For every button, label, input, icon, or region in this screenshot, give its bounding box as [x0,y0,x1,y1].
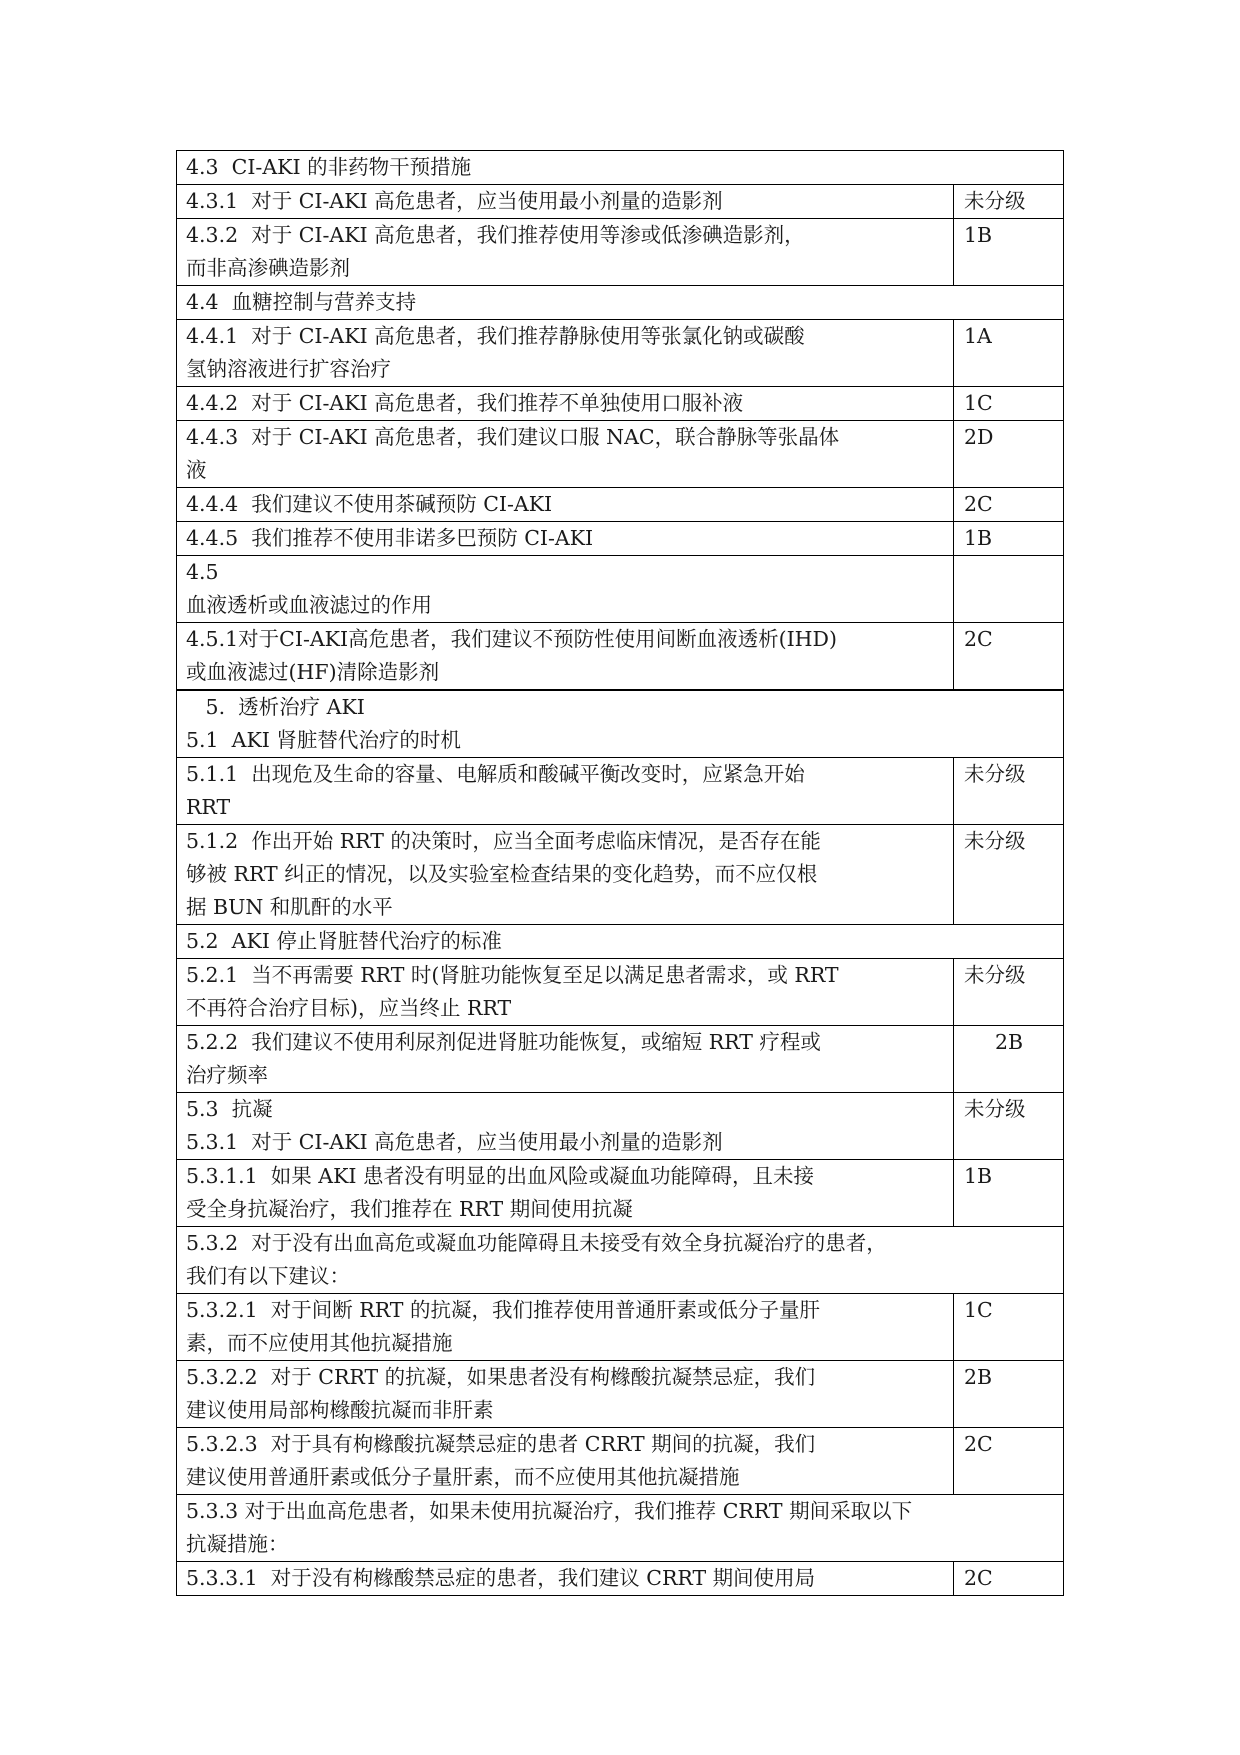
table-row [177,556,1064,623]
recommendation-cell [177,488,954,522]
table-row [177,151,1064,185]
cell-text-line: 5.3.2.1 对于间断 RRT 的抗凝，我们推荐使用普通肝素或低分子量肝 [186,1298,820,1322]
grade-label: 1C [964,391,993,415]
cell-text-line: 5.3.2.3 对于具有枸橼酸抗凝禁忌症的患者 CRRT 期间的抗凝，我们 [186,1432,816,1456]
table-row [177,1361,1064,1428]
cell-text-line: 4.4.4 我们建议不使用茶碱预防 CI-AKI [186,492,553,516]
cell-text-line: 5.3.3.1 对于没有枸橼酸禁忌症的患者，我们建议 CRRT 期间使用局 [186,1566,816,1590]
table-row [177,421,1064,488]
grade-label: 1B [964,526,993,550]
cell-text-line: 4.4.3 对于 CI-AKI 高危患者，我们建议口服 NAC，联合静脉等张晶体 [186,425,840,449]
recommendation-cell [177,1361,954,1428]
table-row [177,825,1064,925]
cell-text-line: 5.3 抗凝 [186,1097,273,1121]
grade-cell [954,623,1064,691]
cell-text-line: 4.5 [186,560,219,584]
grade-label: 未分级 [964,829,1026,853]
cell-text-line: 5.2 AKI 停止肾脏替代治疗的标准 [186,929,502,953]
recommendation-cell [177,556,954,623]
grade-label: 2C [964,1432,993,1456]
grade-cell [954,185,1064,219]
cell-text-line: 治疗频率 [186,1063,268,1087]
cell-text-line: 而非高渗碘造影剂 [186,256,350,280]
recommendation-cell [177,1026,954,1093]
cell-text-line: 4.3.1 对于 CI-AKI 高危患者，应当使用最小剂量的造影剂 [186,189,723,213]
cell-text-line: 5.3.1 对于 CI-AKI 高危患者，应当使用最小剂量的造影剂 [186,1130,723,1154]
grade-cell [954,320,1064,387]
table-row [177,959,1064,1026]
table-row [177,925,1064,959]
cell-text-line: 素，而不应使用其他抗凝措施 [186,1331,453,1355]
table-row [177,286,1064,320]
recommendation-cell [177,219,954,286]
grade-cell [954,1093,1064,1160]
recommendation-cell [177,1294,954,1361]
grade-label: 1B [964,223,993,247]
table-row [177,1093,1064,1160]
cell-text-line: 建议使用局部枸橼酸抗凝而非肝素 [186,1398,494,1422]
recommendation-cell [177,522,954,556]
grade-cell [954,959,1064,1026]
grade-label: 2C [964,492,993,516]
grade-cell [954,1428,1064,1495]
recommendation-cell [177,421,954,488]
recommendation-cell [177,825,954,925]
grade-label: 2C [964,627,993,651]
table-row [177,1495,1064,1562]
table-row [177,387,1064,421]
grade-cell [954,1294,1064,1361]
recommendation-table [176,150,1064,1596]
grade-label: 1C [964,1298,993,1322]
grade-cell [954,1361,1064,1428]
table-row [177,1294,1064,1361]
grade-cell [954,825,1064,925]
section-heading-cell [177,286,1064,320]
section-heading-cell [177,1227,1064,1294]
cell-text-line: 4.4.2 对于 CI-AKI 高危患者，我们推荐不单独使用口服补液 [186,391,744,415]
grade-cell [954,1562,1064,1596]
cell-text-line: 5.3.2.2 对于 CRRT 的抗凝，如果患者没有枸橼酸抗凝禁忌症，我们 [186,1365,816,1389]
grade-cell [954,522,1064,556]
grade-label: 2B [964,1365,993,1389]
cell-text-line: 5.1.1 出现危及生命的容量、电解质和酸碱平衡改变时，应紧急开始 [186,762,805,786]
cell-text-line: 4.5.1对于CI-AKI高危患者，我们建议不预防性使用间断血液透析(IHD) [186,627,837,651]
grade-label: 未分级 [964,189,1026,213]
table-row [177,1026,1064,1093]
cell-text-line: 血液透析或血液滤过的作用 [186,593,432,617]
table-row [177,320,1064,387]
recommendation-cell [177,1562,954,1596]
table-row [177,1428,1064,1495]
table-row [177,1160,1064,1227]
cell-text-line: 4.3.2 对于 CI-AKI 高危患者，我们推荐使用等渗或低渗碘造影剂， [186,223,805,247]
table-row [177,185,1064,219]
section-heading-cell [177,925,1064,959]
table-row [177,219,1064,286]
grade-cell [954,387,1064,421]
cell-text-line: 5.2.2 我们建议不使用利尿剂促进肾脏功能恢复，或缩短 RRT 疗程或 [186,1030,821,1054]
cell-text-line: 建议使用普通肝素或低分子量肝素，而不应使用其他抗凝措施 [186,1465,740,1489]
cell-text-line: 5.3.1.1 如果 AKI 患者没有明显的出血风险或凝血功能障碍，且未接 [186,1164,815,1188]
table-row [177,690,1064,758]
cell-text-line: 4.4.5 我们推荐不使用非诺多巴预防 CI-AKI [186,526,594,550]
recommendation-cell [177,959,954,1026]
cell-text-line: 4.4 血糖控制与营养支持 [186,290,417,314]
cell-text-line: 不再符合治疗目标)，应当终止 RRT [186,996,512,1020]
grade-label: 1B [964,1164,993,1188]
recommendation-cell [177,320,954,387]
section-heading-cell [177,1495,1064,1562]
cell-text-line: 5.3.2 对于没有出血高危或凝血功能障碍且未接受有效全身抗凝治疗的患者， [186,1231,887,1255]
cell-text-line: 5. 透析治疗 AKI [186,695,365,719]
grade-label: 1A [964,324,992,348]
section-heading-cell [177,151,1064,185]
table-row [177,1227,1064,1294]
cell-text-line: 据 BUN 和肌酐的水平 [186,895,393,919]
cell-text-line: 受全身抗凝治疗，我们推荐在 RRT 期间使用抗凝 [186,1197,633,1221]
grade-cell [954,556,1064,623]
table-row [177,488,1064,522]
grade-cell [954,421,1064,488]
recommendation-cell [177,758,954,825]
table-row [177,623,1064,691]
cell-text-line: 4.4.1 对于 CI-AKI 高危患者，我们推荐静脉使用等张氯化钠或碳酸 [186,324,805,348]
grade-label: 未分级 [964,762,1026,786]
grade-label: 2C [964,1566,993,1590]
cell-text-line: 4.3 CI-AKI 的非药物干预措施 [186,155,472,179]
table-row [177,758,1064,825]
cell-text-line: 氢钠溶液进行扩容治疗 [186,357,391,381]
recommendation-cell [177,1160,954,1227]
table-row [177,522,1064,556]
recommendation-cell [177,387,954,421]
cell-text-line: 抗凝措施： [186,1532,289,1556]
cell-text-line: 5.3.3 对于出血高危患者，如果未使用抗凝治疗，我们推荐 CRRT 期间采取以下 [186,1499,913,1523]
grade-cell [954,1026,1064,1093]
grade-label: 2D [964,425,994,449]
table-body [177,151,1064,1596]
grade-label: 未分级 [964,963,1026,987]
table-row [177,1562,1064,1596]
grade-label: 未分级 [964,1097,1026,1121]
cell-text-line: 5.1 AKI 肾脏替代治疗的时机 [186,728,461,752]
grade-cell [954,1160,1064,1227]
cell-text-line: 或血液滤过(HF)清除造影剂 [186,660,440,684]
recommendation-cell [177,185,954,219]
cell-text-line: 够被 RRT 纠正的情况，以及实验室检查结果的变化趋势，而不应仅根 [186,862,818,886]
recommendation-cell [177,1093,954,1160]
cell-text-line: RRT [186,795,231,819]
cell-text-line: 我们有以下建议： [186,1264,350,1288]
cell-text-line: 5.1.2 作出开始 RRT 的决策时，应当全面考虑临床情况，是否存在能 [186,829,821,853]
grade-cell [954,219,1064,286]
grade-label: 2B [994,1030,1024,1054]
recommendation-cell [177,623,954,691]
cell-text-line: 5.2.1 当不再需要 RRT 时(肾脏功能恢复至足以满足患者需求，或 RRT [186,963,839,987]
recommendation-cell [177,1428,954,1495]
cell-text-line: 液 [186,458,207,482]
section-heading-cell [177,690,1064,758]
grade-cell [954,488,1064,522]
grade-cell [954,758,1064,825]
